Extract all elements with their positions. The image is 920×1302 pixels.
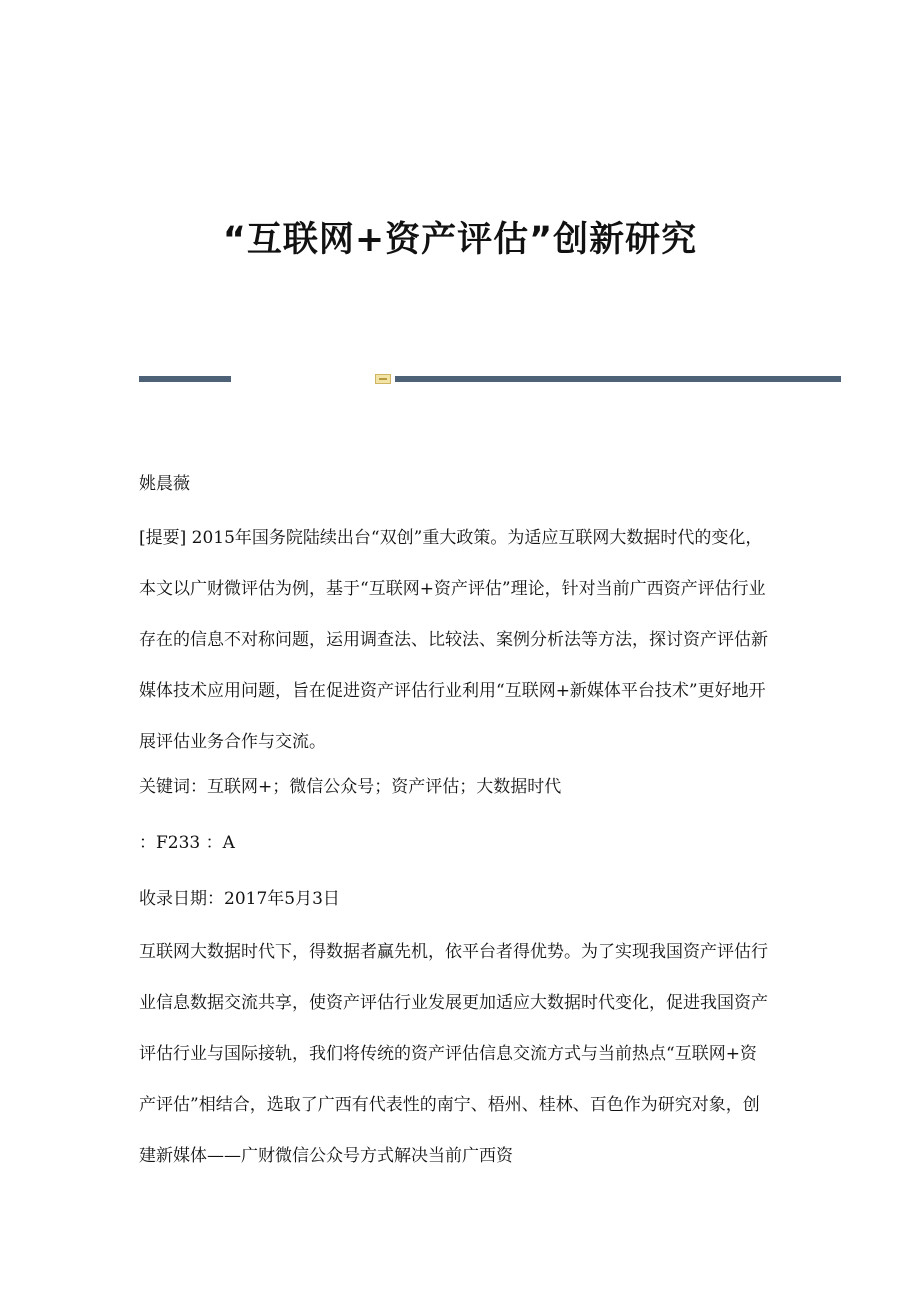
document-title: “互联网+资产评估”创新研究 [222, 220, 698, 260]
keywords: 关键词：互联网+；微信公众号；资产评估；大数据时代 [139, 777, 562, 797]
body-paragraph: 互联网大数据时代下，得数据者赢先机，依平台者得优势。为了实现我国资产评估行业信息数据交流共享，使资产评估行业发展更加适应大数据时代变化，促进我国资产评估行业与国际接轨，我们将传统的资产评估信息交流方式与当前热点“互联网+资产评估”相结合，选取了广西有代表性的南宁、梧州、桂林、百色作为研究对象，创建新媒体——广财微信公众号方式解决当前广西资 [139, 942, 768, 1166]
received-date: 收录日期：2017年5月3日 [139, 889, 340, 909]
divider-bar-left [139, 376, 231, 382]
abstract: [提要] 2015年国务院陆续出台“双创”重大政策。为适应互联网大数据时代的变化，本文以广财微评估为例，基于“互联网+资产评估”理论，针对当前广西资产评估行业存在的信息不对称问题，运用调查法、比较法、案例分析法等方法，探讨资产评估新媒体技术应用问题，旨在促进资产评估行业利用“互联网+新媒体平台技术”更好地开展评估业务合作与交流。 [139, 528, 768, 752]
title-divider [139, 374, 841, 384]
divider-emblem-icon [375, 374, 391, 384]
author: 姚晨薇 [139, 474, 190, 494]
divider-bar-right [395, 376, 841, 382]
classification-code: ：F233 ：A [139, 833, 235, 853]
